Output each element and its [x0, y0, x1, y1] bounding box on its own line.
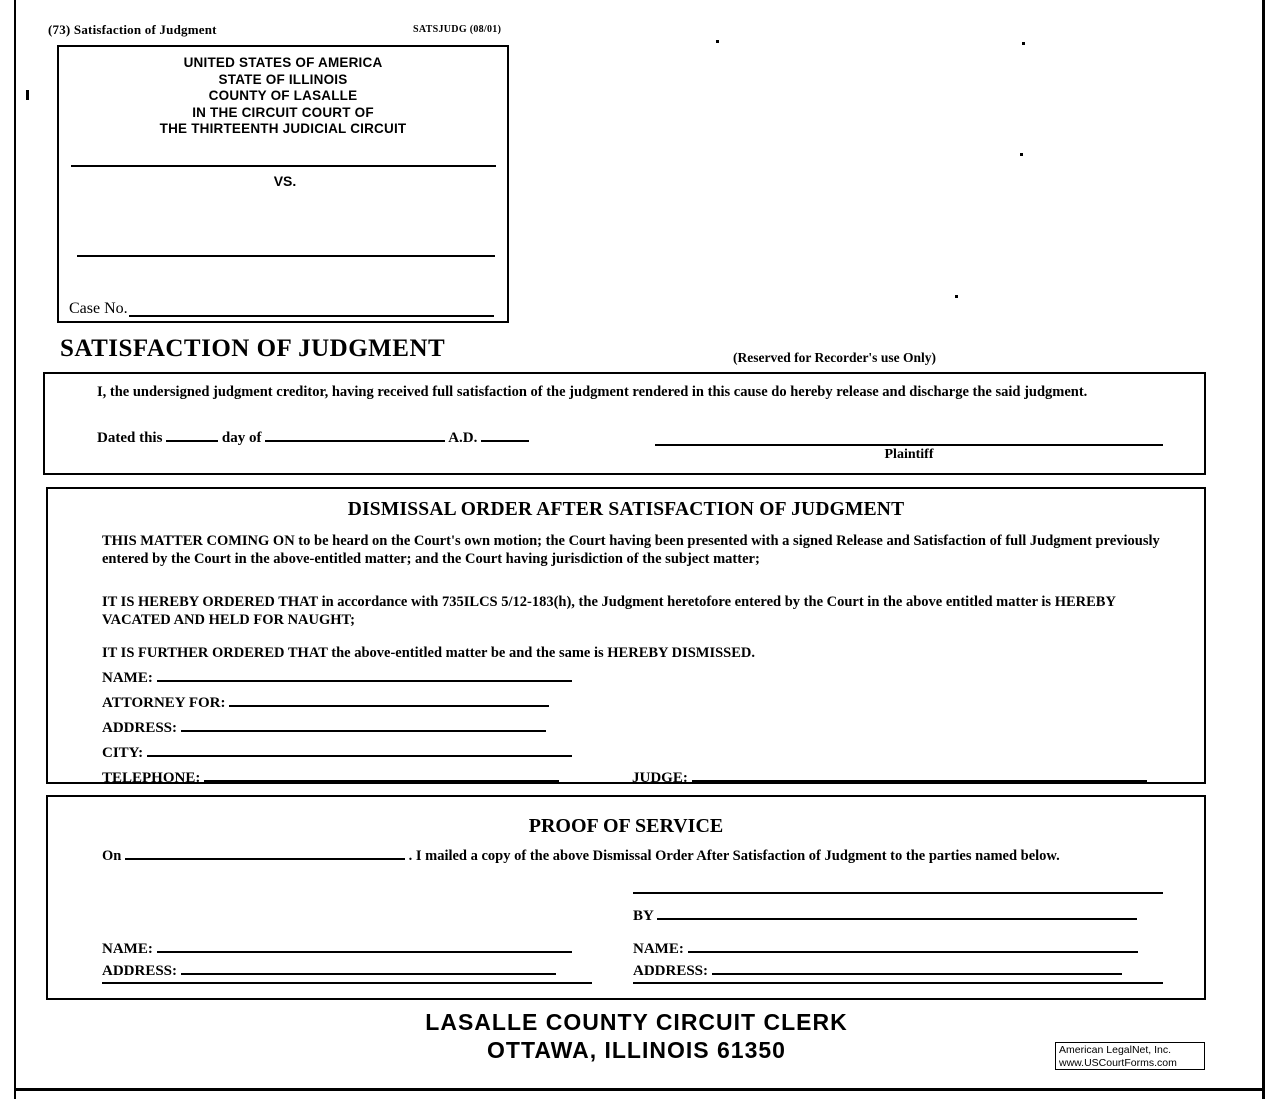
scan-speck	[26, 90, 29, 100]
proof-by-input[interactable]	[657, 905, 1137, 920]
field-address-input[interactable]	[181, 717, 546, 732]
field-address-row	[102, 717, 546, 737]
form-code-label: SATSJUDG (08/01)	[413, 24, 502, 35]
dated-line	[97, 430, 529, 447]
proof-right-address-input[interactable]	[712, 960, 1122, 975]
dismissal-order-title: DISMISSAL ORDER AFTER SATISFACTION OF JUDGMENT	[347, 499, 905, 520]
ad-year-blank[interactable]	[481, 440, 529, 442]
scan-speck	[1020, 153, 1023, 156]
proof-body-text: . I mailed a copy of the above Dismissal Order After Satisfaction of Judgment to the parties named below.	[408, 848, 1060, 864]
field-city-input[interactable]	[147, 742, 572, 757]
page-title: SATISFACTION OF JUDGMENT	[60, 335, 446, 362]
form-number-label: (73) Satisfaction of Judgment	[48, 22, 217, 37]
day-blank[interactable]	[166, 440, 218, 442]
scan-speck	[955, 295, 958, 298]
court-heading-line-1: UNITED STATES OF AMERICA	[183, 55, 383, 70]
ad-label: A.D.	[448, 430, 478, 446]
proof-left-address-input[interactable]	[181, 960, 556, 975]
field-name-input[interactable]	[157, 667, 572, 682]
form-header	[48, 22, 1208, 38]
dismissal-paragraph-3: IT IS FURTHER ORDERED THAT the above-entitled matter be and the same is HEREBY DISMISSED.	[102, 645, 755, 661]
page-border-bottom	[14, 1088, 1265, 1091]
case-number-blank[interactable]	[129, 315, 494, 317]
page-border-left	[14, 0, 16, 1099]
court-heading	[59, 55, 507, 138]
field-attorney-label: ATTORNEY FOR:	[102, 695, 226, 711]
proof-right-extra-blank[interactable]	[633, 982, 1163, 984]
proof-by-row	[633, 905, 1137, 925]
case-number-label: Case No.	[69, 300, 128, 317]
defendant-name-blank[interactable]	[77, 255, 495, 257]
field-attorney-row	[102, 692, 549, 712]
proof-left-address-label: ADDRESS:	[102, 963, 178, 979]
versus-label: VS.	[273, 173, 297, 189]
field-telephone-row	[102, 767, 559, 787]
plaintiff-signature-blank[interactable]	[655, 444, 1163, 446]
plaintiff-name-blank[interactable]	[71, 165, 496, 167]
proof-of-service-body	[102, 845, 1182, 865]
field-name-row	[102, 667, 572, 687]
dismissal-paragraph-2: IT IS HEREBY ORDERED THAT in accordance with 735ILCS 5/12-183(h), the Judgment heretofore entered by the Court in the above entitled matter is HEREBY VACATED AND HELD FOR NAUGHT;	[102, 594, 1116, 628]
field-attorney-input[interactable]	[229, 692, 549, 707]
proof-left-extra-blank[interactable]	[102, 982, 592, 984]
dismissal-order-box	[46, 487, 1206, 784]
legalnet-stamp	[1055, 1042, 1205, 1070]
field-name-label: NAME:	[102, 670, 153, 686]
dismissal-paragraph-1: THIS MATTER COMING ON to be heard on the Court's own motion; the Court having been presented with a signed Release and Satisfaction of full Judgment previously entered by the Court in the above-entitled matter; and the Court having jurisdiction of the subject matter;	[102, 533, 1160, 567]
field-judge-row	[632, 767, 1147, 787]
field-telephone-label: TELEPHONE:	[102, 770, 201, 786]
proof-right-address-row	[633, 960, 1122, 980]
field-city-row	[102, 742, 572, 762]
proof-right-name-label: NAME:	[633, 941, 684, 957]
proof-right-address-label: ADDRESS:	[633, 963, 709, 979]
court-heading-line-4: IN THE CIRCUIT COURT OF	[192, 104, 374, 120]
proof-left-name-row	[102, 938, 572, 958]
case-caption-box	[57, 45, 509, 323]
proof-date-input[interactable]	[125, 845, 405, 860]
month-year-blank[interactable]	[265, 440, 445, 442]
plaintiff-signature-label: Plaintiff	[884, 447, 934, 462]
scan-speck	[716, 40, 719, 43]
field-telephone-input[interactable]	[204, 767, 559, 782]
legalnet-website: www.USCourtForms.com	[1059, 1057, 1177, 1069]
proof-left-name-label: NAME:	[102, 941, 153, 957]
proof-right-name-input[interactable]	[688, 938, 1138, 953]
page-border-right	[1262, 0, 1265, 1099]
footer-line-1: LASALLE COUNTY CIRCUIT CLERK	[425, 1009, 848, 1035]
court-heading-line-2: STATE OF ILLINOIS	[218, 71, 348, 87]
proof-left-name-input[interactable]	[157, 938, 572, 953]
server-signature-blank[interactable]	[633, 892, 1163, 894]
release-statement-box	[43, 372, 1206, 475]
recorder-use-note: (Reserved for Recorder's use Only)	[733, 350, 936, 365]
legalnet-company: American LegalNet, Inc.	[1059, 1044, 1172, 1056]
proof-left-address-row	[102, 960, 556, 980]
proof-of-service-box	[46, 795, 1206, 1000]
scan-speck	[1022, 42, 1025, 45]
proof-on-label: On	[102, 848, 122, 864]
field-judge-label: JUDGE:	[632, 770, 688, 786]
field-address-label: ADDRESS:	[102, 720, 178, 736]
release-statement-text: I, the undersigned judgment creditor, having received full satisfaction of the judgment rendered in this cause do hereby release and discharge the said judgment.	[97, 384, 1088, 400]
proof-by-label: BY	[633, 908, 654, 924]
court-heading-line-3: COUNTY OF LASALLE	[208, 88, 358, 103]
proof-of-service-title: PROOF OF SERVICE	[528, 815, 724, 837]
footer-line-2: OTTAWA, ILLINOIS 61350	[487, 1037, 786, 1063]
day-of-label: day of	[221, 430, 262, 446]
field-judge-input[interactable]	[692, 767, 1147, 782]
dated-prefix-label: Dated this	[97, 430, 163, 446]
court-heading-line-5: THE THIRTEENTH JUDICIAL CIRCUIT	[159, 121, 407, 136]
field-city-label: CITY:	[102, 745, 144, 761]
proof-right-name-row	[633, 938, 1138, 958]
